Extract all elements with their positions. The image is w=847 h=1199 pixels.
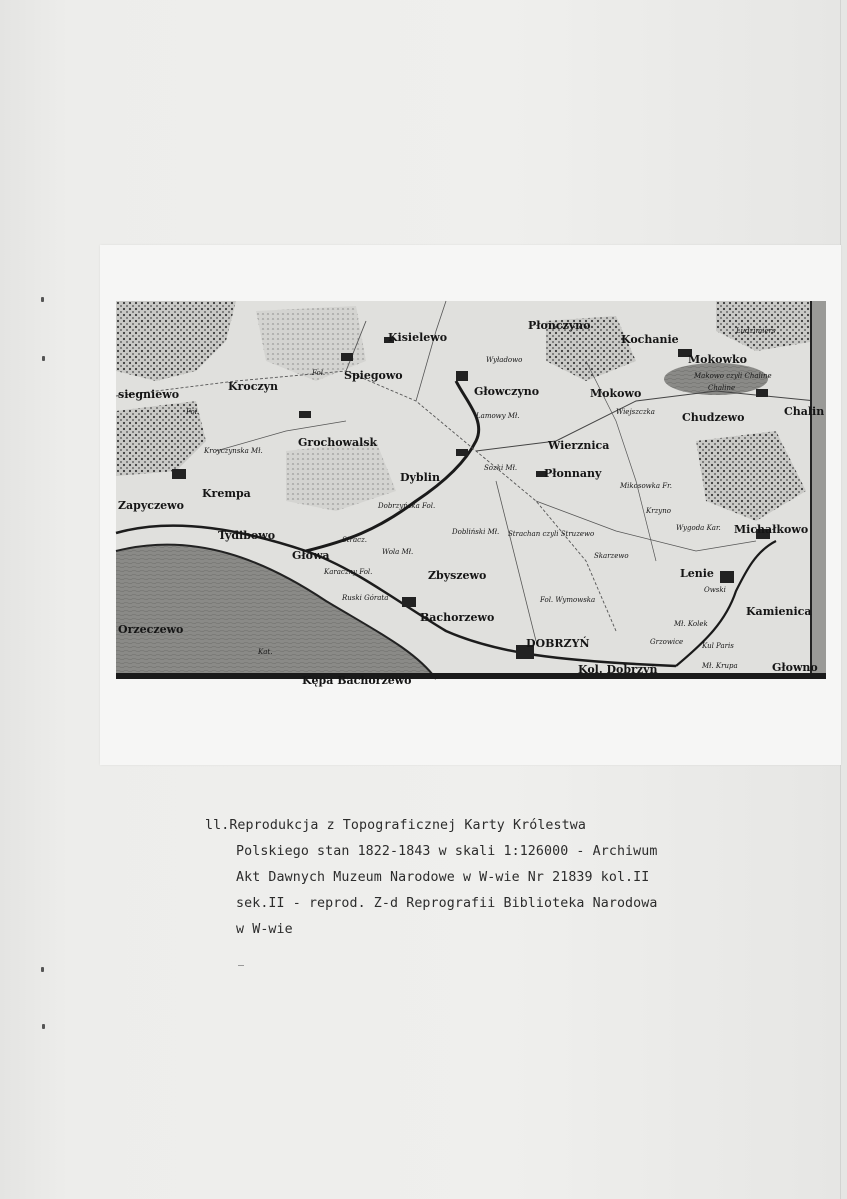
- map-place-label: Michałkowo: [734, 523, 809, 536]
- map-place-label: Kul Paris: [702, 642, 734, 650]
- caption-line: ll.Reprodukcja z Topograficznej Karty Królestwa: [205, 818, 586, 833]
- map-place-label: Głowczyno: [474, 385, 540, 398]
- map-place-label: Wiejszczka: [616, 408, 655, 416]
- settlement-marker: [456, 449, 468, 456]
- map-place-label: Ruski Górata: [342, 594, 389, 602]
- map-place-label: Orzeczewo: [118, 623, 184, 636]
- map-place-label: Mokowko: [688, 353, 747, 366]
- map-place-label: Mokowo: [590, 387, 642, 400]
- map-place-label: Zbyszewo: [428, 569, 487, 582]
- map-place-label: Dobrzyńska Fol.: [378, 502, 436, 510]
- map-place-label: Skarzewo: [594, 552, 629, 560]
- map-image: [116, 301, 826, 687]
- caption-line: w W-wie: [236, 922, 293, 937]
- caption-line: Polskiego stan 1822-1843 w skali 1:126000 - Archiwum: [236, 844, 658, 859]
- map-frame-line: [810, 301, 812, 679]
- settlement-marker: [402, 597, 416, 607]
- binding-hole-mark: [41, 297, 44, 302]
- settlement-marker: [172, 469, 186, 479]
- map-place-label: Karaczny Fol.: [324, 568, 373, 576]
- caption-line: Akt Dawnych Muzeum Narodowe w W-wie Nr 21839 kol.II: [236, 870, 650, 885]
- caption-line: sek.II - reprod. Z-d Reprografii Biblioteka Narodowa: [236, 896, 658, 911]
- map-place-label: Mikosowka Fr.: [620, 482, 672, 490]
- map-place-label: Grzowice: [650, 638, 684, 646]
- binding-hole-mark: [42, 1024, 45, 1029]
- map-place-label: Mł. Kolek: [674, 620, 708, 628]
- map-place-label: Chalin: [784, 405, 825, 418]
- map-place-label: Dyblin: [400, 471, 440, 484]
- map-place-label: Kisielewo: [388, 331, 448, 344]
- map-place-label: Dobliński Mł.: [452, 528, 500, 536]
- map-place-label: Fol. Wymowska: [540, 596, 596, 604]
- map-place-label: Płonczyno: [528, 319, 591, 332]
- map-place-label: Strachan czyli Struzewo: [508, 530, 595, 538]
- map-place-label: Wierznica: [548, 439, 610, 452]
- binding-hole-mark: [42, 356, 45, 361]
- settlement-marker: [756, 389, 768, 397]
- settlement-marker: [299, 411, 311, 418]
- map-place-label: Fol.: [312, 369, 326, 377]
- map-place-label: Kochanie: [621, 333, 679, 346]
- map-place-label: Płonnany: [544, 467, 602, 480]
- map-place-label: DOBRZYŃ: [526, 637, 590, 650]
- settlement-marker: [720, 571, 734, 583]
- map-place-label: siegniewo: [118, 388, 180, 401]
- map-place-label: Kol. Dobrzyń: [578, 663, 658, 676]
- map-place-label: Wola Mł.: [382, 548, 414, 556]
- map-place-label: Tydibowo: [218, 529, 276, 542]
- figure-caption: [205, 813, 825, 943]
- map-place-label: Makowo czyli Chaline: [694, 372, 772, 380]
- historical-map-photograph: [116, 301, 826, 687]
- settlement-marker: [456, 371, 468, 381]
- map-place-label: Bachorzewo: [420, 611, 495, 624]
- binding-hole-mark: [41, 967, 44, 972]
- map-place-label: Zapyczewo: [118, 499, 184, 512]
- map-place-label: Krempa: [202, 487, 251, 500]
- map-place-label: Kępa Bachorzewo: [302, 674, 412, 687]
- map-place-label: Spiegowo: [344, 369, 403, 382]
- stray-pencil-mark: [238, 965, 244, 966]
- map-place-label: Sozki Mł.: [484, 464, 518, 472]
- map-place-label: Fol.: [186, 408, 200, 416]
- map-place-label: Ludzimiers: [736, 327, 776, 335]
- map-place-label: Głowa: [292, 549, 330, 562]
- map-place-label: Głowno: [772, 661, 818, 674]
- map-place-label: Mł. Krupa: [702, 662, 738, 670]
- map-place-label: Owski: [704, 586, 726, 594]
- settlement-marker: [341, 353, 353, 361]
- map-bottom-edge: [116, 673, 826, 679]
- map-place-label: Grochowalsk: [298, 436, 378, 449]
- map-place-label: Kamienica: [746, 605, 812, 618]
- map-place-label: Chudzewo: [682, 411, 745, 424]
- map-place-label: Kroczyn: [228, 380, 279, 393]
- map-frame-strip: [810, 301, 826, 679]
- map-place-label: Lamowy Mł.: [476, 412, 520, 420]
- map-place-label: Krzyno: [646, 507, 671, 515]
- map-place-label: Wygoda Kar.: [676, 524, 721, 532]
- map-place-label: Kroyczynska Mł.: [204, 447, 263, 455]
- map-place-label: Chaline: [708, 384, 736, 392]
- map-place-label: Kat.: [258, 648, 273, 656]
- map-place-label: Wyładowo: [486, 356, 523, 364]
- map-place-label: Stracz.: [342, 536, 367, 544]
- map-place-label: Lenie: [680, 567, 714, 580]
